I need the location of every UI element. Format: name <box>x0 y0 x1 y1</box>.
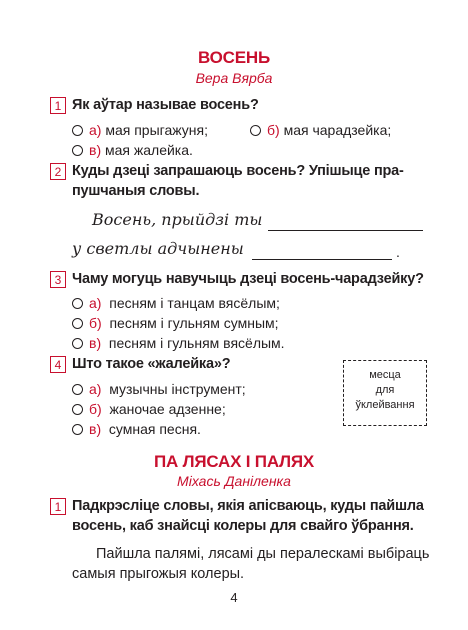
question-number: 4 <box>50 356 66 373</box>
question-text: Чаму могуць навучыць дзеці восень-чарадзейку? <box>72 271 424 287</box>
section-title: ПА ЛЯСАХ І ПАЛЯХ <box>154 452 314 471</box>
question-text: Як аўтар называе восень? <box>72 97 259 113</box>
radio-circle-icon[interactable] <box>72 125 83 136</box>
radio-circle-icon[interactable] <box>72 318 83 329</box>
question-number: 2 <box>50 163 66 180</box>
sentence-period: . <box>396 244 400 260</box>
question-text: Падкрэсліце словы, якія апісваюць, куды пайшла <box>72 498 424 514</box>
radio-circle-icon[interactable] <box>72 424 83 435</box>
section-author: Міхась Даніленка <box>177 473 291 489</box>
sticker-placeholder-box: месца для ўклейвання <box>343 360 427 426</box>
answer-option[interactable]: в) сумная песня. <box>72 420 201 438</box>
answer-option[interactable]: б) песням і гульням сумным; <box>72 314 279 332</box>
answer-blank-line[interactable] <box>268 230 423 231</box>
page-number: 4 <box>230 590 238 605</box>
question-text-continued: восень, каб знайсці колеры для свайго ўбрання. <box>72 518 414 534</box>
passage-text-continued: самыя прыгожыя колеры. <box>72 566 245 582</box>
answer-option[interactable]: в) песням і гульням вясёлым. <box>72 334 285 352</box>
section-author: Вера Вярба <box>195 70 273 86</box>
answer-option[interactable]: б) мая чарадзейка; <box>250 121 391 139</box>
question-number: 3 <box>50 271 66 288</box>
question-text: Куды дзеці запрашаюць восень? Упішыце пра- <box>72 163 404 179</box>
radio-circle-icon[interactable] <box>250 125 261 136</box>
radio-circle-icon[interactable] <box>72 384 83 395</box>
answer-option[interactable]: а) песням і танцам вясёлым; <box>72 294 280 312</box>
radio-circle-icon[interactable] <box>72 298 83 309</box>
question-number: 1 <box>50 97 66 114</box>
handwritten-phrase: у светлы адчынены <box>72 239 244 258</box>
question-text-continued: пушчаныя словы. <box>72 183 200 199</box>
answer-option[interactable]: в) мая жалейка. <box>72 141 193 159</box>
passage-text: Пайшла палямі, лясамі ды пералескамі выбіраць <box>96 546 430 562</box>
radio-circle-icon[interactable] <box>72 338 83 349</box>
answer-blank-line[interactable] <box>252 259 392 260</box>
answer-option[interactable]: б) жаночае адзенне; <box>72 400 226 418</box>
answer-option[interactable]: а) музычны інструмент; <box>72 380 246 398</box>
section-title: ВОСЕНЬ <box>198 48 270 67</box>
question-text: Што такое «жалейка»? <box>72 356 231 372</box>
radio-circle-icon[interactable] <box>72 145 83 156</box>
question-number: 1 <box>50 498 66 515</box>
radio-circle-icon[interactable] <box>72 404 83 415</box>
handwritten-phrase: Восень, прыйдзі ты <box>92 210 263 229</box>
answer-option[interactable]: а) мая прыгажуня; <box>72 121 208 139</box>
